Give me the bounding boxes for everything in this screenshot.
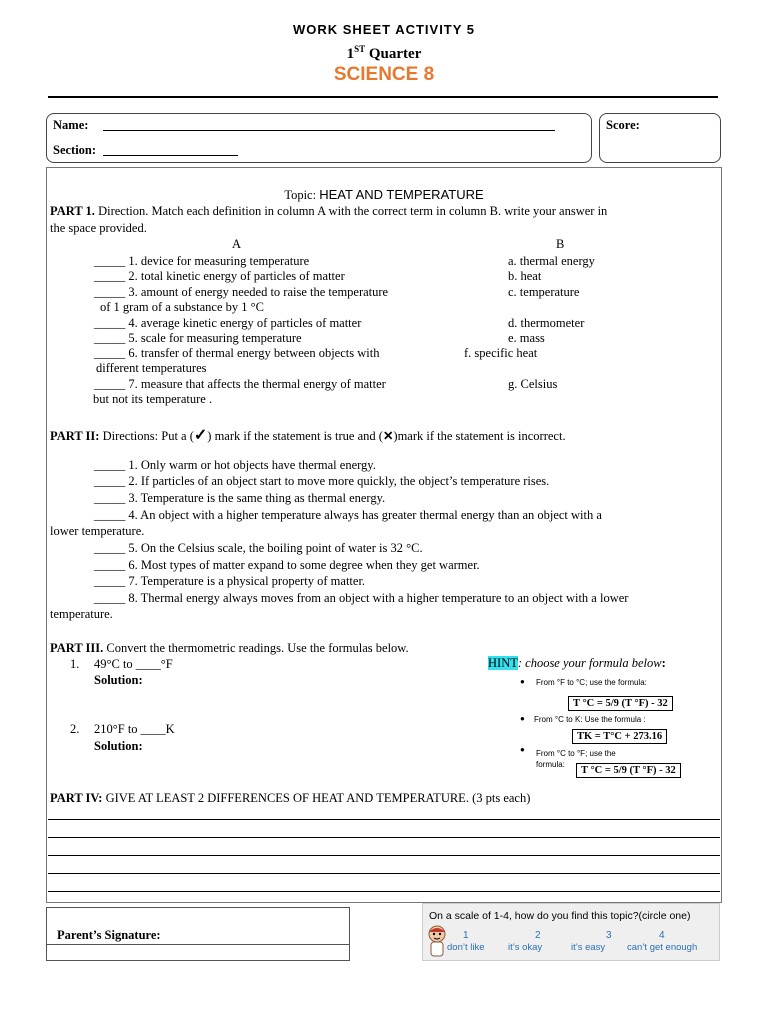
part1-item: _____ 6. transfer of thermal energy between objects with	[94, 346, 380, 360]
part2-item: _____ 8. Thermal energy always moves from an object with a higher temperature to an object with a lower	[94, 591, 629, 605]
part1-item: _____ 4. average kinetic energy of particles of matter	[94, 316, 362, 330]
check-icon: ✓	[193, 427, 208, 444]
part2-list	[50, 458, 714, 628]
bullet-icon: ●	[520, 677, 525, 686]
rating-1-number[interactable]: 1	[463, 930, 469, 941]
quarter-label: 1ST Quarter	[346, 44, 422, 62]
part1-choice: c. temperature	[508, 285, 580, 299]
part1-item: _____ 2. total kinetic energy of particles of matter	[94, 269, 345, 283]
section-field[interactable]	[103, 155, 238, 156]
part1-item-cont: but not its temperature .	[93, 392, 213, 406]
score-box	[599, 113, 721, 163]
bullet-icon: ●	[520, 714, 525, 723]
rating-4-number[interactable]: 4	[659, 930, 665, 941]
hint-1-text: From °F to °C; use the formula:	[536, 678, 647, 687]
part1-item: _____ 1. device for measuring temperature	[94, 254, 310, 268]
part1-column-b	[464, 254, 664, 414]
answer-line[interactable]	[48, 891, 720, 892]
part2-item-cont: temperature.	[50, 607, 113, 621]
parent-signature-box	[46, 907, 350, 961]
rating-2-label: it’s okay	[508, 942, 543, 953]
topic-heading: Topic: HEAT AND TEMPERATURE	[284, 187, 484, 202]
part1-item: _____ 3. amount of energy needed to raise the temperature	[94, 285, 389, 299]
part4-direction: PART IV: GIVE AT LEAST 2 DIFFERENCES OF HEAT AND TEMPERATURE. (3 pts each)	[50, 791, 531, 805]
bullet-icon: ●	[520, 745, 525, 754]
part1-direction: PART 1. Direction. Match each definition in column A with the correct term in column B. write your answer in	[50, 204, 608, 218]
part2-item: _____ 6. Most types of matter expand to some degree when they get warmer.	[94, 558, 480, 572]
hint-3-text: From °C to °F; use the formula:	[536, 749, 616, 769]
q2-number: 2.	[70, 722, 80, 736]
rating-2-number[interactable]: 2	[535, 930, 541, 941]
part2-item: _____ 4. An object with a higher temperature always has greater thermal energy than an object with a	[94, 508, 602, 522]
student-mascot-icon	[425, 924, 449, 958]
q1-solution-label: Solution:	[94, 673, 143, 687]
part2-item: _____ 7. Temperature is a physical property of matter.	[94, 574, 366, 588]
section-label: Section:	[53, 143, 97, 157]
rating-4-label: can’t get enough	[627, 942, 698, 953]
part1-choice: g. Celsius	[508, 377, 558, 391]
signature-divider	[47, 944, 349, 945]
part1-column-a	[94, 254, 474, 414]
part1-item: _____ 7. measure that affects the thermal energy of matter	[94, 377, 386, 391]
hint-heading: HINT: choose your formula below:	[488, 656, 666, 670]
q2-text: 210°F to ____K	[94, 722, 175, 736]
part1-item-cont: of 1 gram of a substance by 1 °C	[100, 300, 264, 314]
column-a-heading: A	[232, 237, 242, 251]
part1-choice: a. thermal energy	[508, 254, 595, 268]
part2-item: _____ 3. Temperature is the same thing as thermal energy.	[94, 491, 386, 505]
header-divider	[48, 96, 718, 98]
part2-item-cont: lower temperature.	[50, 524, 145, 538]
q1-number: 1.	[70, 657, 80, 671]
part1-choice: b. heat	[508, 269, 542, 283]
hint-2-formula: TK = T°C + 273.16	[572, 729, 667, 744]
subject-label: SCIENCE 8	[333, 64, 435, 85]
q2-solution-label: Solution:	[94, 739, 143, 753]
rating-question: On a scale of 1-4, how do you find this topic?(circle one)	[429, 910, 691, 922]
part2-item: _____ 1. Only warm or hot objects have thermal energy.	[94, 458, 376, 472]
worksheet-title: WORK SHEET ACTIVITY 5	[292, 22, 476, 37]
score-label: Score:	[606, 118, 640, 132]
answer-line[interactable]	[48, 855, 720, 856]
name-field[interactable]	[103, 130, 555, 131]
hint-2-text: From °C to K: Use the formula :	[534, 715, 646, 724]
part3-direction: PART III. Convert the thermometric readings. Use the formulas below.	[50, 641, 409, 655]
hint-3-formula: T °C = 5/9 (T °F) - 32	[576, 763, 681, 778]
part1-item: _____ 5. scale for measuring temperature	[94, 331, 302, 345]
rating-scale-box	[422, 903, 720, 961]
answer-line[interactable]	[48, 819, 720, 820]
student-info-box	[46, 113, 592, 163]
cross-icon: ✕	[382, 429, 394, 443]
part1-choice: d. thermometer	[508, 316, 585, 330]
part1-choice: f. specific heat	[464, 346, 538, 360]
rating-3-number[interactable]: 3	[606, 930, 612, 941]
part2-item: _____ 2. If particles of an object start to move more quickly, the object’s temperature rises.	[94, 474, 550, 488]
answer-line[interactable]	[48, 873, 720, 874]
rating-1-label: don’t like	[447, 942, 485, 953]
column-b-heading: B	[556, 237, 565, 251]
q1-text: 49°C to ____°F	[94, 657, 173, 671]
part1-direction-cont: the space provided.	[50, 221, 147, 235]
part2-direction: PART II: Directions: Put a (✓) mark if the statement is true and (✕)mark if the statement is incorrect.	[50, 427, 566, 444]
answer-line[interactable]	[48, 837, 720, 838]
part1-item-cont: different temperatures	[96, 361, 207, 375]
parent-signature-label: Parent’s Signature:	[57, 928, 161, 942]
hint-1-formula: T °C = 5/9 (T °F) - 32	[568, 696, 673, 711]
rating-3-label: it’s easy	[571, 942, 606, 953]
part1-choice: e. mass	[508, 331, 545, 345]
name-label: Name:	[53, 118, 89, 132]
part2-item: _____ 5. On the Celsius scale, the boiling point of water is 32 °C.	[94, 541, 423, 555]
